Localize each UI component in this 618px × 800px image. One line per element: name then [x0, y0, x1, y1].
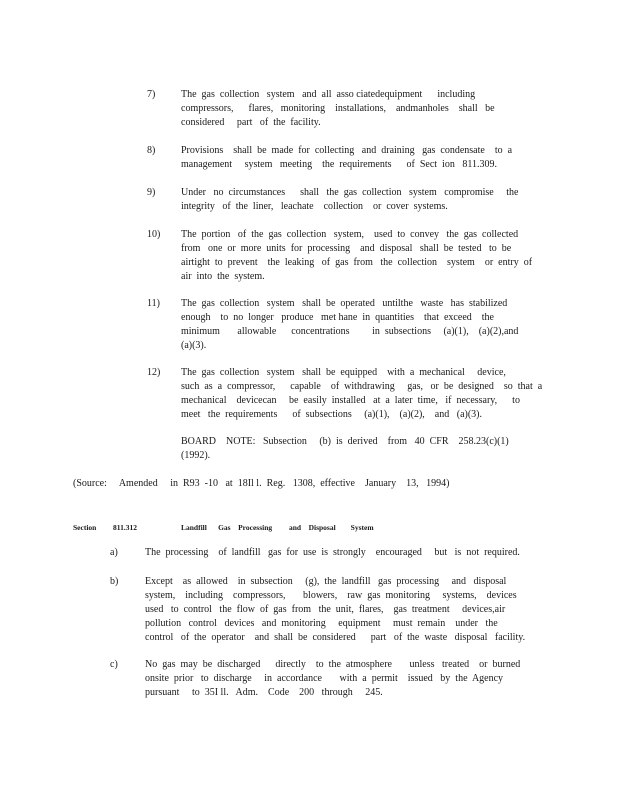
item-text-line: considered part of the facility.	[181, 117, 321, 128]
source-note: (Source: Amended in R93 -10 at 18Il l. Reg. 1308, effective January 13, 1994)	[73, 478, 450, 489]
subsection-text-line: control of the operator and shall be considered part of the waste disposal facility.	[145, 632, 526, 643]
item-text-line: integrity of the liner, leachate collection or cover systems.	[181, 201, 448, 212]
item-text-line: The gas collection system and all asso ciatedequipment including	[181, 89, 476, 100]
item-text-line: The gas collection system shall be operated untilthe waste has stabilized	[181, 298, 508, 309]
section-title: Landfill Gas Processing and Disposal System	[181, 523, 374, 532]
section-number: 811.312	[113, 523, 137, 532]
subsection-text-line: pursuant to 35I ll. Adm. Code 200 through 245.	[145, 687, 383, 698]
item-number: 11)	[147, 298, 160, 309]
item-number: 7)	[147, 89, 156, 100]
subsection-text-line: No gas may be discharged directly to the atmosphere unless treated or burned	[145, 659, 521, 670]
item-text-line: The gas collection system shall be equipped with a mechanical device,	[181, 367, 506, 378]
item-text-line: (a)(3).	[181, 340, 207, 351]
board-note-line: BOARD NOTE: Subsection (b) is derived from 40 CFR 258.23(c)(1)	[181, 436, 509, 447]
subsection-text-line: pollution control devices and monitoring equipment must remain under the	[145, 618, 498, 629]
subsection-letter: c)	[110, 659, 118, 670]
subsection-text-line: used to control the flow of gas from the unit, flares, gas treatment devices,air	[145, 604, 506, 615]
board-note-line: (1992).	[181, 450, 211, 461]
item-text-line: air into the system.	[181, 271, 265, 282]
item-text-line: management system meeting the requirements of Sect ion 811.309.	[181, 159, 497, 170]
item-number: 10)	[147, 229, 161, 240]
item-text-line: Under no circumstances shall the gas collection system compromise the	[181, 187, 519, 198]
item-text-line: Provisions shall be made for collecting and draining gas condensate to a	[181, 145, 513, 156]
subsection-text-line: onsite prior to discharge in accordance with a permit issued by the Agency	[145, 673, 504, 684]
subsection-text-line: The processing of landfill gas for use is strongly encouraged but is not required.	[145, 547, 520, 558]
item-text-line: enough to no longer produce met hane in quantities that exceed the	[181, 312, 494, 323]
subsection-letter: b)	[110, 576, 119, 587]
subsection-letter: a)	[110, 547, 118, 558]
item-text-line: such as a compressor, capable of withdrawing gas, or be designed so that a	[181, 381, 543, 392]
item-text-line: minimum allowable concentrations in subsections (a)(1), (a)(2),and	[181, 326, 519, 337]
item-text-line: from one or more units for processing and disposal shall be tested to be	[181, 243, 512, 254]
item-text-line: The portion of the gas collection system, used to convey the gas collected	[181, 229, 519, 240]
item-text-line: meet the requirements of subsections (a)(1), (a)(2), and (a)(3).	[181, 409, 483, 420]
item-text-line: airtight to prevent the leaking of gas from the collection system or entry of	[181, 257, 533, 268]
section-label: Section	[73, 523, 97, 532]
item-number: 9)	[147, 187, 156, 198]
item-number: 12)	[147, 367, 161, 378]
subsection-text-line: Except as allowed in subsection (g), the landfill gas processing and disposal	[145, 576, 507, 587]
item-number: 8)	[147, 145, 156, 156]
item-text-line: compressors, flares, monitoring installations, andmanholes shall be	[181, 103, 495, 114]
item-text-line: mechanical devicecan be easily installed at a later time, if necessary, to	[181, 395, 520, 406]
subsection-text-line: system, including compressors, blowers, raw gas monitoring systems, devices	[145, 590, 517, 601]
